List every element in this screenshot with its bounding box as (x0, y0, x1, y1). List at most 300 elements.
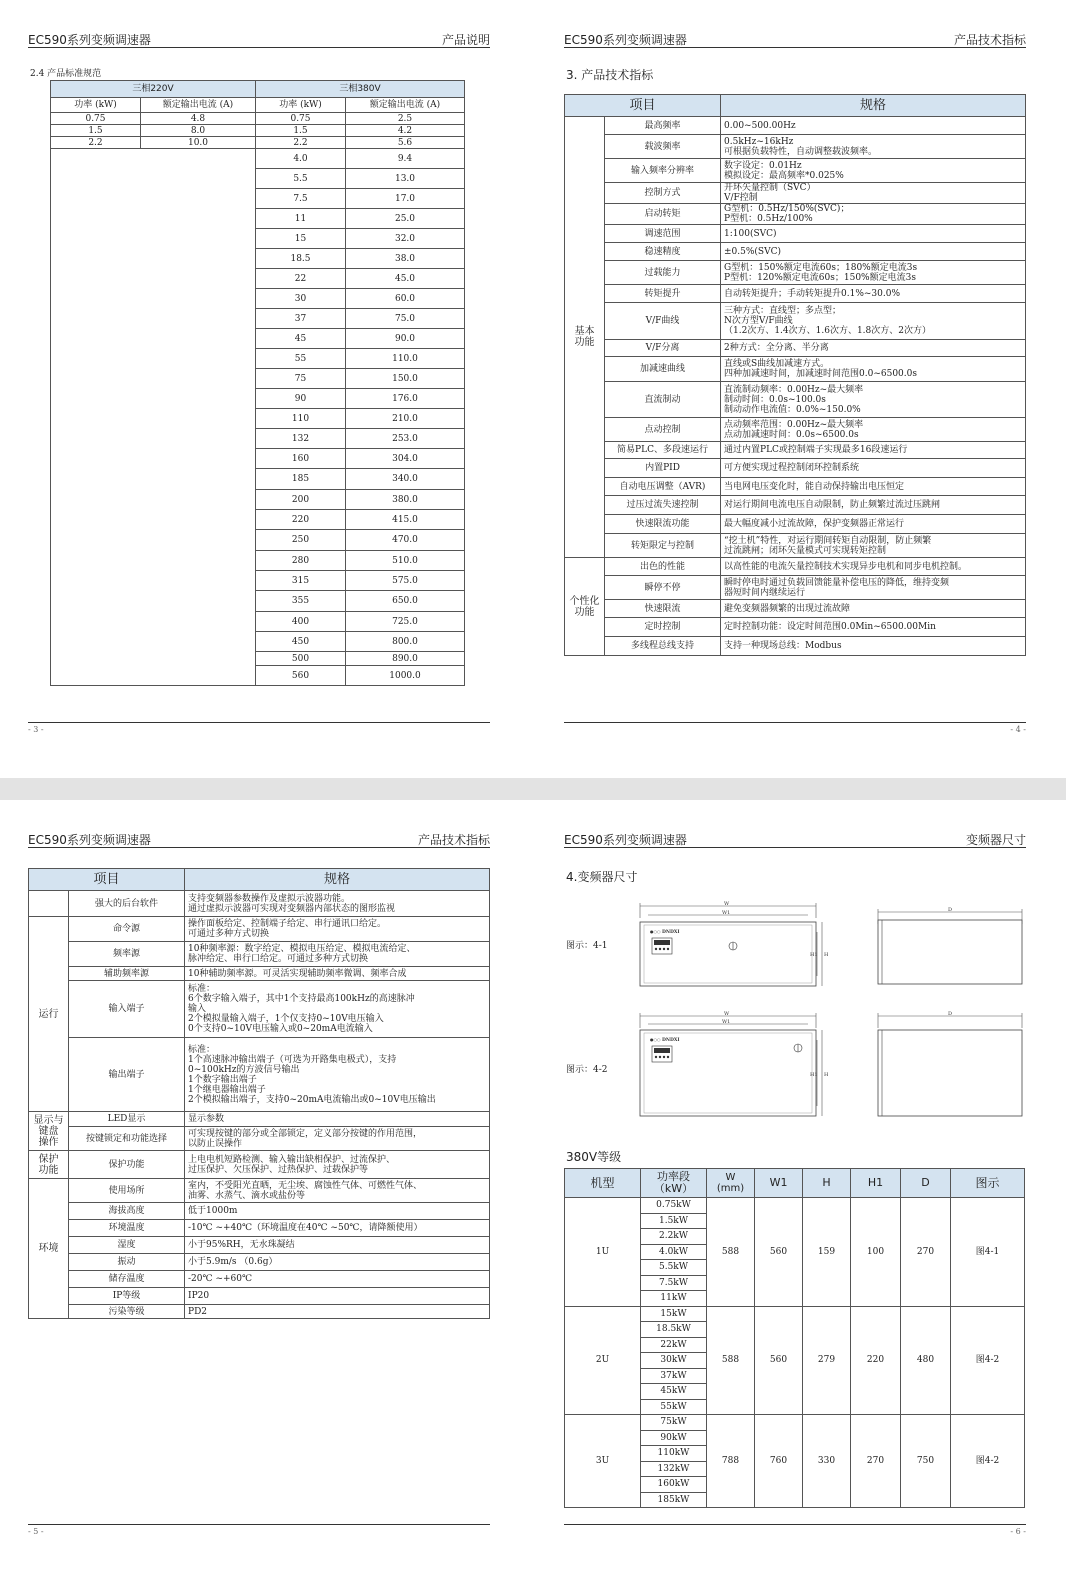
table-row (565, 1198, 1025, 1214)
table-row (565, 1415, 1025, 1431)
table-row (565, 459, 1026, 478)
item-spec: -10℃ ~+40℃（环境温度在40℃ ~50℃，请降额使用） (185, 1220, 490, 1237)
model-cell: 1U (565, 1198, 641, 1307)
header-380v: 三相380V (256, 81, 465, 98)
table-row (565, 442, 1026, 459)
item-name: LED显示 (69, 1112, 185, 1127)
table-row (565, 261, 1026, 285)
table-row (565, 303, 1026, 340)
brand-label: DNDXI (662, 1038, 680, 1043)
item-spec: G型机：0.5Hz/150%(SVC)； P型机：0.5Hz/100% (721, 204, 1026, 225)
table-row (29, 1038, 490, 1112)
item-name: 简易PLC、多段速运行 (605, 442, 721, 459)
th-power: 功率段 （kW） (641, 1169, 707, 1198)
item-spec: 支持变频器参数操作及虚拟示波器功能。 通过虚拟示波器可实现对变频器内部状态的图形监视 (185, 891, 490, 917)
current-380: 38.0 (346, 249, 465, 269)
svg-text:●○○: ●○○ (650, 929, 661, 934)
item-name: 输入端子 (69, 981, 185, 1038)
item-name: 输入频率分辨率 (605, 159, 721, 183)
power-380: 0.75 (256, 113, 346, 125)
current-380: 470.0 (346, 530, 465, 551)
power-380: 280 (256, 551, 346, 571)
grade-title: 380V等级 (566, 1150, 622, 1164)
figure-4-1-front-view (638, 898, 828, 998)
current-380: 725.0 (346, 612, 465, 632)
power-cell: 45kW (641, 1384, 707, 1400)
item-name: 直流制动 (605, 382, 721, 418)
power-cell: 75kW (641, 1415, 707, 1431)
col-current-380: 额定输出电流 (A) (346, 98, 465, 113)
th-model: 机型 (565, 1169, 641, 1198)
page-footer (28, 722, 490, 734)
power-220: 1.5 (51, 125, 141, 137)
table-row (29, 1179, 490, 1203)
model-cell: 3U (565, 1415, 641, 1508)
dim-w-cell: 588 (707, 1198, 755, 1307)
group-label: 运行 (29, 917, 69, 1112)
dim-fig-cell: 图4-2 (951, 1415, 1025, 1508)
dim-w-label: W (724, 901, 730, 907)
dim-h1-label: H1 (810, 1072, 818, 1078)
item-name: 使用场所 (69, 1179, 185, 1203)
item-spec: 显示参数 (185, 1112, 490, 1127)
item-name: 内置PID (605, 459, 721, 478)
header-title: EC590系列变频调速器 (564, 833, 687, 847)
item-name: 启动转矩 (605, 204, 721, 225)
table-row (51, 113, 465, 125)
power-380: 1.5 (256, 125, 346, 137)
table-row (51, 137, 465, 149)
dim-w1-cell: 760 (755, 1415, 803, 1508)
figure-4-2-front-view (638, 1008, 828, 1120)
power-380: 22 (256, 269, 346, 289)
item-spec: IP20 (185, 1288, 490, 1305)
power-380: 110 (256, 409, 346, 429)
power-380: 11 (256, 209, 346, 229)
power-380: 55 (256, 349, 346, 369)
item-name: V/F曲线 (605, 303, 721, 340)
item-spec: 小于5.9m/s （0.6g） (185, 1254, 490, 1271)
power-380: 30 (256, 289, 346, 309)
page-header (564, 828, 1026, 848)
power-380: 355 (256, 591, 346, 612)
figure-4-2-side-view (876, 1008, 1026, 1120)
header-title: EC590系列变频调速器 (564, 33, 687, 47)
table-row (565, 382, 1026, 418)
table-row (29, 1237, 490, 1254)
tech-spec-table (564, 94, 1026, 656)
item-name: V/F分离 (605, 340, 721, 357)
item-name: 辅助频率源 (69, 967, 185, 981)
table-row (565, 1306, 1025, 1322)
page-header (28, 28, 490, 48)
dim-w1-label: W1 (722, 910, 731, 916)
figure-4-2-label: 图示：4-2 (566, 1065, 608, 1075)
power-cell: 30kW (641, 1353, 707, 1369)
item-spec: 10种频率源：数字给定、模拟电压给定、模拟电流给定、 脉冲给定、串行口给定。可通过多种方式切换 (185, 942, 490, 967)
table-row (565, 357, 1026, 382)
item-spec: 室内，不受阳光直晒，无尘埃、腐蚀性气体、可燃性气体、 油雾、水蒸气、滴水或盐份等 (185, 1179, 490, 1203)
th-spec: 规格 (721, 95, 1026, 117)
item-spec: 支持一种现场总线：Modbus (721, 637, 1026, 656)
current-380: 25.0 (346, 209, 465, 229)
power-cell: 90kW (641, 1430, 707, 1446)
dim-w-label: W (724, 1011, 730, 1017)
current-380: 75.0 (346, 309, 465, 329)
item-spec: 10种辅助频率源。可灵活实现辅助频率微调、频率合成 (185, 967, 490, 981)
power-380: 185 (256, 469, 346, 490)
page-header (28, 828, 490, 848)
item-spec: PD2 (185, 1305, 490, 1319)
item-name: 调速范围 (605, 225, 721, 243)
power-cell: 5.5kW (641, 1260, 707, 1276)
th-spec: 规格 (185, 869, 490, 891)
power-380: 250 (256, 530, 346, 551)
table-row (565, 243, 1026, 261)
current-380: 150.0 (346, 369, 465, 389)
power-cell: 1.5kW (641, 1213, 707, 1229)
power-220: 2.2 (51, 137, 141, 149)
table-row (29, 917, 490, 942)
item-name: 污染等级 (69, 1305, 185, 1319)
power-380: 450 (256, 632, 346, 652)
item-name: 按键锁定和功能选择 (69, 1127, 185, 1151)
tech-spec-table-2 (28, 868, 490, 1319)
dim-w-cell: 588 (707, 1306, 755, 1415)
dim-fig-cell: 图4-1 (951, 1198, 1025, 1307)
current-380: 60.0 (346, 289, 465, 309)
item-name: 载波频率 (605, 135, 721, 159)
table-row (565, 183, 1026, 204)
item-name: IP等级 (69, 1288, 185, 1305)
current-380: 2.5 (346, 113, 465, 125)
item-spec: 三种方式：直线型；多点型； N次方型V/F曲线 （1.2次方、1.4次方、1.6次方、1.8次方、2次方） (721, 303, 1026, 340)
dim-h1-cell: 220 (851, 1306, 901, 1415)
table-row (565, 618, 1026, 637)
item-spec: 以高性能的电流矢量控制技术实现异步电机和同步电机控制。 (721, 558, 1026, 576)
item-spec: 低于1000m (185, 1203, 490, 1220)
page-separator (0, 778, 1066, 800)
section-title: 2.4 产品标准规范 (30, 69, 102, 79)
table-row (29, 942, 490, 967)
table-row (29, 1220, 490, 1237)
power-380: 560 (256, 666, 346, 686)
power-cell: 2.2kW (641, 1229, 707, 1245)
item-name: 海拔高度 (69, 1203, 185, 1220)
current-380: 304.0 (346, 449, 465, 469)
item-spec: 对运行期间电流电压自动限制，防止频繁过流过压跳闸 (721, 496, 1026, 515)
header-section: 变频器尺寸 (965, 833, 1026, 847)
item-spec: 标准： 1个高速脉冲输出端子（可选为开路集电极式），支持 0~100kHz的方波信号输出 1个数字输出端子 1个继电器输出端子 2个模拟输出端子，支持0~20mA电流输出或0~10V电压输出 (185, 1038, 490, 1112)
item-name: 储存温度 (69, 1271, 185, 1288)
current-380: 800.0 (346, 632, 465, 652)
table-row (29, 1151, 490, 1179)
item-spec: 可方便实现过程控制闭环控制系统 (721, 459, 1026, 478)
item-name: 振动 (69, 1254, 185, 1271)
power-cell: 185kW (641, 1492, 707, 1508)
dim-h-cell: 159 (803, 1198, 851, 1307)
th-item: 项目 (565, 95, 721, 117)
page-footer (564, 1524, 1026, 1536)
power-cell: 132kW (641, 1461, 707, 1477)
current-380: 17.0 (346, 189, 465, 209)
item-name: 快速限流 (605, 600, 721, 618)
dim-h-label: H (824, 952, 828, 958)
page-number: - 3 - (28, 725, 44, 734)
item-name: 过载能力 (605, 261, 721, 285)
current-380: 575.0 (346, 571, 465, 591)
item-spec: 上电电机短路检测、输入输出缺相保护、过流保护、 过压保护、欠压保护、过热保护、过载保护等 (185, 1151, 490, 1179)
dim-h1-label: H1 (810, 952, 818, 958)
current-220: 10.0 (141, 137, 256, 149)
current-380: 510.0 (346, 551, 465, 571)
item-name: 输出端子 (69, 1038, 185, 1112)
current-380: 90.0 (346, 329, 465, 349)
power-cell: 15kW (641, 1306, 707, 1322)
item-name: 多线程总线支持 (605, 637, 721, 656)
th-h1: H1 (851, 1169, 901, 1198)
power-380: 5.5 (256, 169, 346, 189)
table-row (29, 1254, 490, 1271)
table-row (51, 125, 465, 137)
item-spec: 瞬时停电时通过负载回馈能量补偿电压的降低，维持变频 器短时间内继续运行 (721, 576, 1026, 600)
table-row (565, 600, 1026, 618)
item-spec: 小于95%RH，无水珠凝结 (185, 1237, 490, 1254)
table-row (29, 891, 490, 917)
current-380: 4.2 (346, 125, 465, 137)
item-spec: 最大幅度减小过流故障，保护变频器正常运行 (721, 515, 1026, 534)
power-380: 90 (256, 389, 346, 409)
item-name: 过压过流失速控制 (605, 496, 721, 515)
power-380: 15 (256, 229, 346, 249)
power-380: 4.0 (256, 149, 346, 169)
col-power-380: 功率 (kW) (256, 98, 346, 113)
item-name: 环境温度 (69, 1220, 185, 1237)
dimension-table (564, 1168, 1025, 1508)
current-380: 340.0 (346, 469, 465, 490)
item-name: 保护功能 (69, 1151, 185, 1179)
header-section: 产品说明 (441, 33, 490, 47)
dim-w-cell: 788 (707, 1415, 755, 1508)
item-name: 出色的性能 (605, 558, 721, 576)
table-row (565, 225, 1026, 243)
table-row (565, 534, 1026, 558)
table-row (565, 496, 1026, 515)
item-name: 瞬停不停 (605, 576, 721, 600)
page-number: - 4 - (1010, 725, 1026, 734)
figure-4-1-side-view (876, 906, 1026, 996)
power-380: 200 (256, 490, 346, 510)
current-380: 1000.0 (346, 666, 465, 686)
page-5 (28, 828, 490, 1548)
page-footer (564, 722, 1026, 734)
figure-4-1-label: 图示：4-1 (566, 941, 608, 951)
table-row (565, 117, 1026, 135)
page-number: - 6 - (1010, 1527, 1026, 1536)
group-label: 保护 功能 (29, 1151, 69, 1179)
table-row (29, 981, 490, 1038)
spec-table-current (50, 80, 465, 686)
item-name: 湿度 (69, 1237, 185, 1254)
item-spec: 开环矢量控制（SVC） V/F控制 (721, 183, 1026, 204)
model-cell: 2U (565, 1306, 641, 1415)
th-item: 项目 (29, 869, 185, 891)
item-name: 定时控制 (605, 618, 721, 637)
current-380: 415.0 (346, 510, 465, 530)
power-380: 7.5 (256, 189, 346, 209)
current-380: 650.0 (346, 591, 465, 612)
dim-h1-cell: 270 (851, 1415, 901, 1508)
th-d: D (901, 1169, 951, 1198)
dim-w1-cell: 560 (755, 1306, 803, 1415)
page-number: - 5 - (28, 1527, 44, 1536)
item-name: 稳速精度 (605, 243, 721, 261)
th-w1: W1 (755, 1169, 803, 1198)
item-spec: -20℃ ~+60℃ (185, 1271, 490, 1288)
item-spec: 数字设定：0.01Hz 模拟设定：最高频率*0.025% (721, 159, 1026, 183)
item-spec: 2种方式：全分离、半分离 (721, 340, 1026, 357)
table-row (565, 159, 1026, 183)
table-row (29, 1112, 490, 1127)
dim-d-label: D (948, 1011, 953, 1017)
power-cell: 110kW (641, 1446, 707, 1462)
item-name: 转矩提升 (605, 285, 721, 303)
header-title: EC590系列变频调速器 (28, 833, 151, 847)
table-row (565, 418, 1026, 442)
item-spec: 直流制动频率：0.00Hz~最大频率 制动时间：0.0s~100.0s 制动动作电流值：0.0%~150.0% (721, 382, 1026, 418)
power-380: 37 (256, 309, 346, 329)
page-header (564, 28, 1026, 48)
th-w: W (mm) (707, 1169, 755, 1198)
item-spec: 1:100(SVC) (721, 225, 1026, 243)
current-380: 210.0 (346, 409, 465, 429)
item-name: 强大的后台软件 (69, 891, 185, 917)
item-spec: “挖土机”特性，对运行期间转矩自动限制，防止频繁 过流跳闸；闭环矢量模式可实现转矩控制 (721, 534, 1026, 558)
item-name: 频率源 (69, 942, 185, 967)
item-spec: 0.5kHz~16kHz 可根据负载特性，自动调整载波频率。 (721, 135, 1026, 159)
item-name: 转矩限定与控制 (605, 534, 721, 558)
table-row (565, 558, 1026, 576)
page-footer (28, 1524, 490, 1536)
power-380: 160 (256, 449, 346, 469)
current-380: 13.0 (346, 169, 465, 189)
power-cell: 0.75kW (641, 1198, 707, 1214)
power-cell: 11kW (641, 1291, 707, 1307)
section-title: 4.变频器尺寸 (566, 870, 638, 884)
power-380: 75 (256, 369, 346, 389)
header-title: EC590系列变频调速器 (28, 33, 151, 47)
current-380: 9.4 (346, 149, 465, 169)
power-cell: 160kW (641, 1477, 707, 1493)
dim-h-label: H (824, 1072, 828, 1078)
power-220: 0.75 (51, 113, 141, 125)
table-row (29, 1271, 490, 1288)
table-row (565, 576, 1026, 600)
item-spec: ±0.5%(SVC) (721, 243, 1026, 261)
item-name: 快速限流功能 (605, 515, 721, 534)
table-row (565, 515, 1026, 534)
dim-fig-cell: 图4-2 (951, 1306, 1025, 1415)
power-cell: 22kW (641, 1337, 707, 1353)
table-row (29, 967, 490, 981)
group-label (29, 891, 69, 917)
power-cell: 7.5kW (641, 1275, 707, 1291)
current-380: 176.0 (346, 389, 465, 409)
group-label: 显示与 键盘 操作 (29, 1112, 69, 1151)
header-section: 产品技术指标 (953, 33, 1026, 47)
table-row (565, 285, 1026, 303)
header-220v: 三相220V (51, 81, 256, 98)
table-row (29, 1305, 490, 1319)
table-row (29, 1288, 490, 1305)
item-spec: 通过内置PLC或控制端子实现最多16段速运行 (721, 442, 1026, 459)
item-name: 点动控制 (605, 418, 721, 442)
power-380: 500 (256, 652, 346, 666)
table-row (565, 637, 1026, 656)
table-row (565, 478, 1026, 496)
item-name: 加减速曲线 (605, 357, 721, 382)
svg-text:●○○: ●○○ (650, 1037, 661, 1042)
group-label: 个性化 功能 (565, 558, 605, 656)
header-section: 产品技术指标 (417, 833, 490, 847)
table-row (51, 149, 465, 169)
page-4 (564, 28, 1026, 748)
current-380: 45.0 (346, 269, 465, 289)
current-380: 5.6 (346, 137, 465, 149)
item-name: 命令源 (69, 917, 185, 942)
item-spec: 当电网电压变化时，能自动保持输出电压恒定 (721, 478, 1026, 496)
power-cell: 18.5kW (641, 1322, 707, 1338)
dim-w1-cell: 560 (755, 1198, 803, 1307)
current-380: 110.0 (346, 349, 465, 369)
empty-220-area (51, 149, 256, 686)
power-cell: 55kW (641, 1399, 707, 1415)
power-380: 2.2 (256, 137, 346, 149)
th-h: H (803, 1169, 851, 1198)
item-spec: 自动转矩提升；手动转矩提升0.1%~30.0% (721, 285, 1026, 303)
item-name: 控制方式 (605, 183, 721, 204)
power-380: 18.5 (256, 249, 346, 269)
col-current-220: 额定输出电流 (A) (141, 98, 256, 113)
group-label: 基本 功能 (565, 117, 605, 558)
col-power-220: 功率 (kW) (51, 98, 141, 113)
table-row (29, 1127, 490, 1151)
power-380: 220 (256, 510, 346, 530)
dim-d-cell: 480 (901, 1306, 951, 1415)
item-spec: 避免变频器频繁的出现过流故障 (721, 600, 1026, 618)
item-spec: 点动频率范围：0.00Hz~最大频率 点动加减速时间：0.0s~6500.0s (721, 418, 1026, 442)
item-name: 最高频率 (605, 117, 721, 135)
item-spec: 标准： 6个数字输入端子，其中1个支持最高100kHz的高速脉冲 输入 2个模拟量输入端子，1个仅支持0~10V电压输入 0个支持0~10V电压输入或0~20mA电流输入 (185, 981, 490, 1038)
item-spec: 0.00~500.00Hz (721, 117, 1026, 135)
power-380: 45 (256, 329, 346, 349)
table-row (565, 340, 1026, 357)
page-6 (564, 828, 1026, 1548)
item-spec: 可实现按键的部分或全部锁定，定义部分按键的作用范围， 以防止误操作 (185, 1127, 490, 1151)
current-380: 253.0 (346, 429, 465, 449)
table-row (565, 135, 1026, 159)
dim-h-cell: 279 (803, 1306, 851, 1415)
current-380: 890.0 (346, 652, 465, 666)
table-row (565, 204, 1026, 225)
item-spec: 操作面板给定、控制端子给定、串行通讯口给定。 可通过多种方式切换 (185, 917, 490, 942)
current-380: 380.0 (346, 490, 465, 510)
current-380: 32.0 (346, 229, 465, 249)
current-220: 4.8 (141, 113, 256, 125)
brand-label: DNDXI (662, 930, 680, 935)
power-cell: 4.0kW (641, 1244, 707, 1260)
item-spec: 直线或S曲线加减速方式。 四种加减速时间，加减速时间范围0.0~6500.0s (721, 357, 1026, 382)
